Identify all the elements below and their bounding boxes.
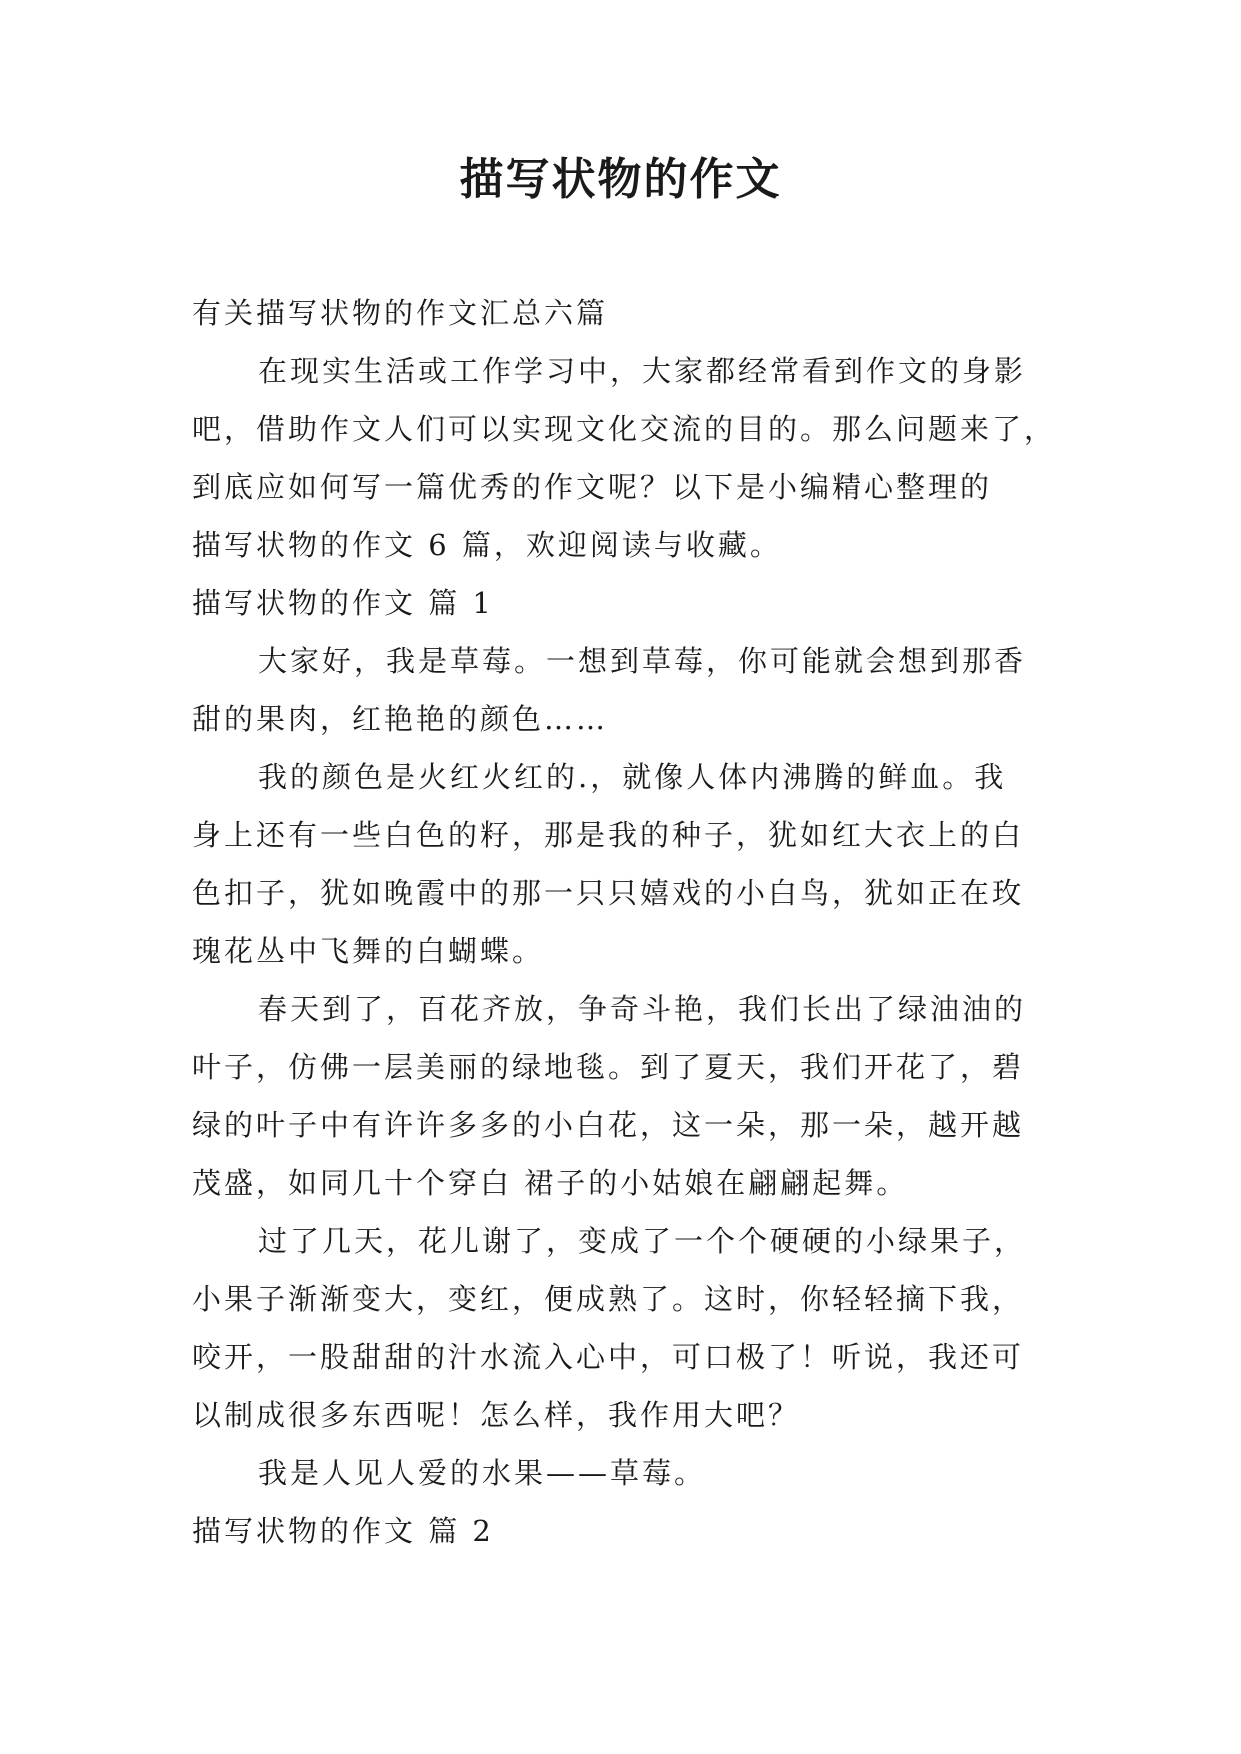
paragraph-line: 我的颜色是火红火红的.，就像人体内沸腾的鲜血。我 [258,760,1007,794]
paragraph-line: 色扣子，犹如晚霞中的那一只只嬉戏的小白鸟，犹如正在玫 [192,876,1025,910]
paragraph-line: 描写状物的作文 6 篇，欢迎阅读与收藏。 [192,528,782,562]
paragraph-line: 瑰花丛中飞舞的白蝴蝶。 [192,934,545,968]
paragraph-line: 到底应如何写一篇优秀的作文呢？以下是小编精心整理的 [192,470,993,504]
paragraph-line: 茂盛，如同几十个穿白 裙子的小姑娘在翩翩起舞。 [192,1166,909,1200]
paragraph-line: 过了几天，花儿谢了，变成了一个个硬硬的小绿果子， [258,1224,1027,1258]
paragraph-line: 大家好，我是草莓。一想到草莓，你可能就会想到那香 [258,644,1027,678]
paragraph-line: 在现实生活或工作学习中，大家都经常看到作文的身影 [258,354,1027,388]
paragraph-line: 以制成很多东西呢！怎么样，我作用大吧？ [192,1398,801,1432]
section-heading: 描写状物的作文 篇 1 [192,586,494,620]
document-body [192,284,1072,1560]
paragraph-line: 春天到了，百花齐放，争奇斗艳，我们长出了绿油油的 [258,992,1027,1026]
document-title: 描写状物的作文 [459,154,782,205]
paragraph-line: 叶子，仿佛一层美丽的绿地毯。到了夏天，我们开花了，碧 [192,1050,1025,1084]
subtitle-line: 有关描写状物的作文汇总六篇 [192,296,609,330]
paragraph-line: 我是人见人爱的水果——草莓。 [258,1456,707,1490]
paragraph-line: 甜的果肉，红艳艳的颜色…… [192,702,609,736]
paragraph-line: 身上还有一些白色的籽，那是我的种子，犹如红大衣上的白 [192,818,1025,852]
paragraph-line: 咬开，一股甜甜的汁水流入心中，可口极了！听说，我还可 [192,1340,1025,1374]
paragraph-line: 吧，借助作文人们可以实现文化交流的目的。那么问题来了， [192,412,1057,446]
paragraph-line: 小果子渐渐变大，变红，便成熟了。这时，你轻轻摘下我， [192,1282,1025,1316]
paragraph-line: 绿的叶子中有许许多多的小白花，这一朵，那一朵，越开越 [192,1108,1025,1142]
section-heading: 描写状物的作文 篇 2 [192,1514,494,1548]
